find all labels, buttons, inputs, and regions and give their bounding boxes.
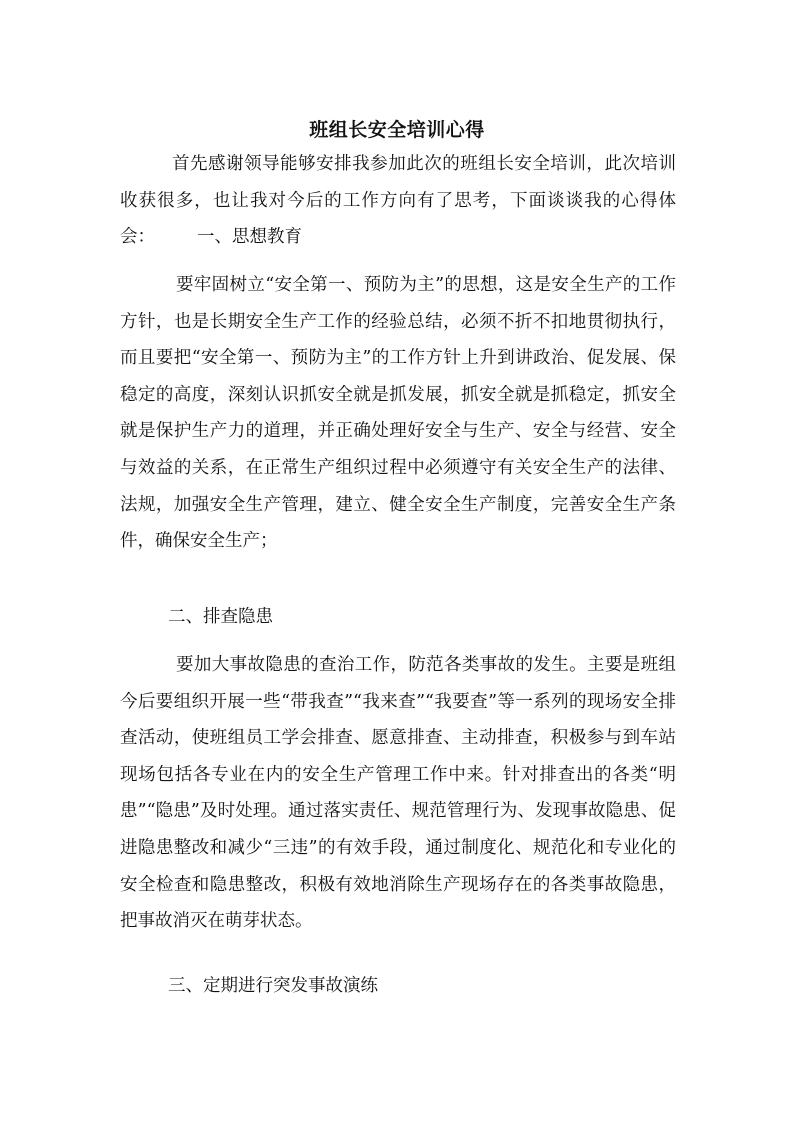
document-title: 班组长安全培训心得 <box>309 118 485 141</box>
section2-heading: 二、排查隐患 <box>168 607 273 627</box>
intro-text: 首先感谢领导能够安排我参加此次的班组长安全培训，此次培训收获很多，也让我对今后的工作方向有了思考，下面谈谈我的心得体会： <box>120 154 676 248</box>
section2-body: 要加大事故隐患的查治工作，防范各类事故的发生。主要是班组今后要组织开展一些“带我查”“我来查”“我要查”等一系列的现场安全排查活动，使班组员工学会排查、愿意排查、主动排查，积极参与到车站现场包括各专业在内的安全生产管理工作中来。针对排查出的各类“明患”“隐患”及时处理。通过落实责任、规范管理行为、发现事故隐患、促进隐患整改和减少“三违”的有效手段，通过制度化、规范化和专业化的安全检查和隐患整改，积极有效地消除生产现场存在的各类事故隐患，把事故消灭在萌芽状态。 <box>120 655 676 932</box>
intro-paragraph <box>120 146 676 256</box>
section1-heading: 一、思想教育 <box>197 227 302 248</box>
section1-body: 要牢固树立“安全第一、预防为主”的思想，这是安全生产的工作方针，也是长期安全生产工作的经验总结，必须不折不扣地贯彻执行，而且要把“安全第一、预防为主”的工作方针上升到讲政治、促发展、保稳定的高度，深刻认识抓安全就是抓发展，抓安全就是抓稳定，抓安全就是保护生产力的道理，并正确处理好安全与生产、安全与经营、安全与效益的关系，在正常生产组织过程中必须遵守有关安全生产的法律、法规，加强安全生产管理，建立、健全安全生产制度，完善安全生产条件，确保安全生产； <box>120 275 676 552</box>
section3-heading: 三、定期进行突发事故演练 <box>168 976 378 996</box>
